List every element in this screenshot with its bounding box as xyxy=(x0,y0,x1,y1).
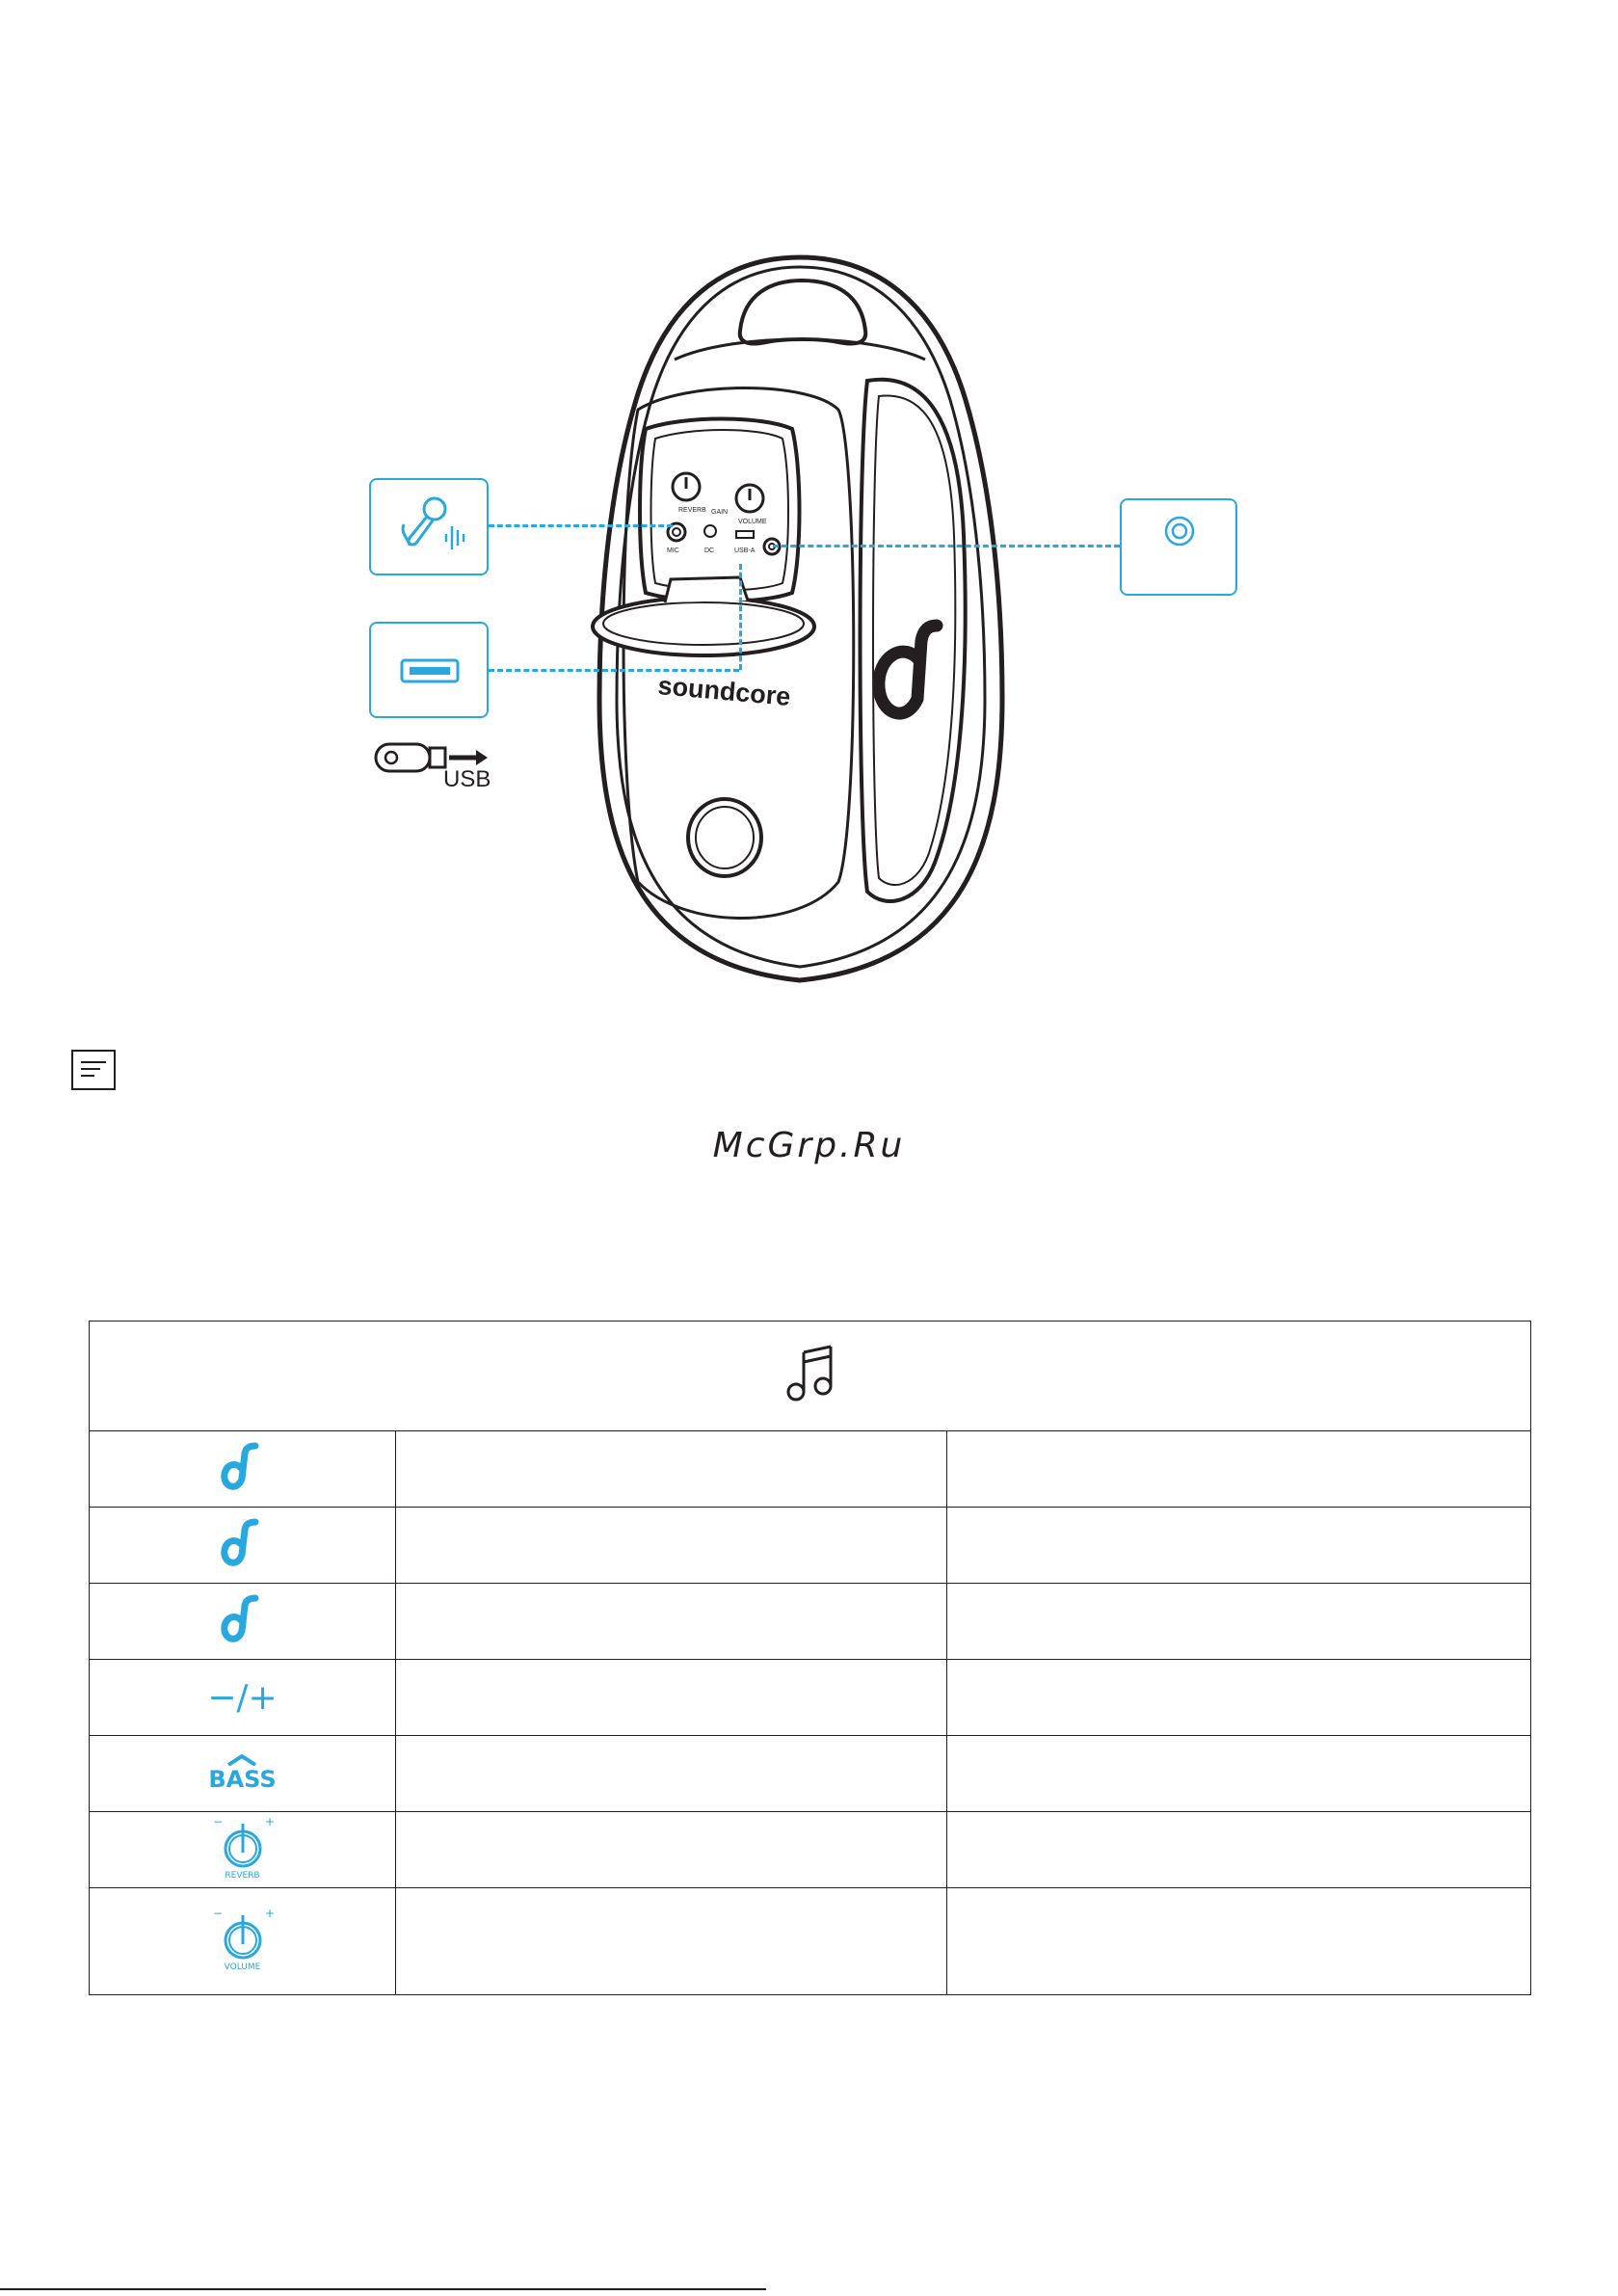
controls-table xyxy=(89,1321,1531,1995)
table-cell xyxy=(947,1888,1531,1995)
table-cell xyxy=(396,1508,947,1584)
table-row xyxy=(90,1736,1531,1812)
svg-text:−: − xyxy=(212,1816,223,1829)
table-cell xyxy=(396,1812,947,1888)
aux-port-callout xyxy=(1120,498,1237,596)
svg-text:DC: DC xyxy=(704,547,715,554)
microphone-leader-line xyxy=(489,524,673,527)
watermark: McGrp.Ru xyxy=(712,1126,906,1165)
soundcore-logo-icon xyxy=(219,1516,267,1568)
table-header xyxy=(90,1322,1531,1431)
table-header-row xyxy=(90,1322,1531,1431)
table-cell-icon xyxy=(90,1736,396,1812)
reverb-knob-icon: − + REVERB xyxy=(212,1816,275,1881)
soundcore-logo-icon xyxy=(219,1440,267,1492)
music-notes-icon xyxy=(782,1343,839,1404)
minus-plus-icon: −/+ xyxy=(207,1677,278,1718)
soundcore-logo-icon xyxy=(219,1592,267,1644)
table-cell xyxy=(947,1660,1531,1736)
usb-leader-line-vertical xyxy=(739,564,742,670)
table-cell xyxy=(947,1584,1531,1660)
table-cell xyxy=(947,1812,1531,1888)
aux-port-icon xyxy=(1122,500,1239,598)
microphone-icon xyxy=(371,480,491,577)
table-cell xyxy=(947,1736,1531,1812)
microphone-port-callout xyxy=(369,478,489,575)
table-cell xyxy=(396,1584,947,1660)
table-row xyxy=(90,1660,1531,1736)
usb-port-callout xyxy=(369,622,489,718)
svg-text:GAIN: GAIN xyxy=(711,509,729,516)
table-cell-icon xyxy=(90,1431,396,1508)
table-row xyxy=(90,1584,1531,1660)
table-row xyxy=(90,1812,1531,1888)
footer-rule xyxy=(0,2288,766,2290)
volume-knob-icon: − + VOLUME xyxy=(212,1908,275,1972)
svg-text:+: + xyxy=(264,1816,275,1829)
table-cell-icon xyxy=(90,1584,396,1660)
usb-port-icon xyxy=(371,624,491,720)
svg-text:MIC: MIC xyxy=(667,547,679,554)
table-cell xyxy=(947,1508,1531,1584)
table-cell xyxy=(396,1431,947,1508)
table-cell xyxy=(947,1431,1531,1508)
table-cell-icon xyxy=(90,1812,396,1888)
table-row xyxy=(90,1431,1531,1508)
svg-text:USB-A: USB-A xyxy=(734,547,756,554)
aux-leader-line xyxy=(773,545,1120,547)
note-icon xyxy=(71,1050,116,1090)
table-cell xyxy=(396,1736,947,1812)
table-cell-icon xyxy=(90,1888,396,1995)
svg-text:−: − xyxy=(212,1908,223,1920)
table-cell-icon xyxy=(90,1508,396,1584)
svg-text:VOLUME: VOLUME xyxy=(738,519,767,525)
table-cell-icon xyxy=(90,1660,396,1736)
usb-leader-line xyxy=(489,669,739,672)
usb-label: USB xyxy=(443,766,491,792)
svg-text:soundcore: soundcore xyxy=(656,671,792,712)
table-cell xyxy=(396,1888,947,1995)
svg-text:+: + xyxy=(264,1908,275,1920)
table-row xyxy=(90,1508,1531,1584)
bass-icon: BASS xyxy=(208,1754,276,1793)
table-row xyxy=(90,1888,1531,1995)
speaker-illustration xyxy=(578,246,1021,998)
svg-text:REVERB: REVERB xyxy=(678,507,706,514)
table-cell xyxy=(396,1660,947,1736)
